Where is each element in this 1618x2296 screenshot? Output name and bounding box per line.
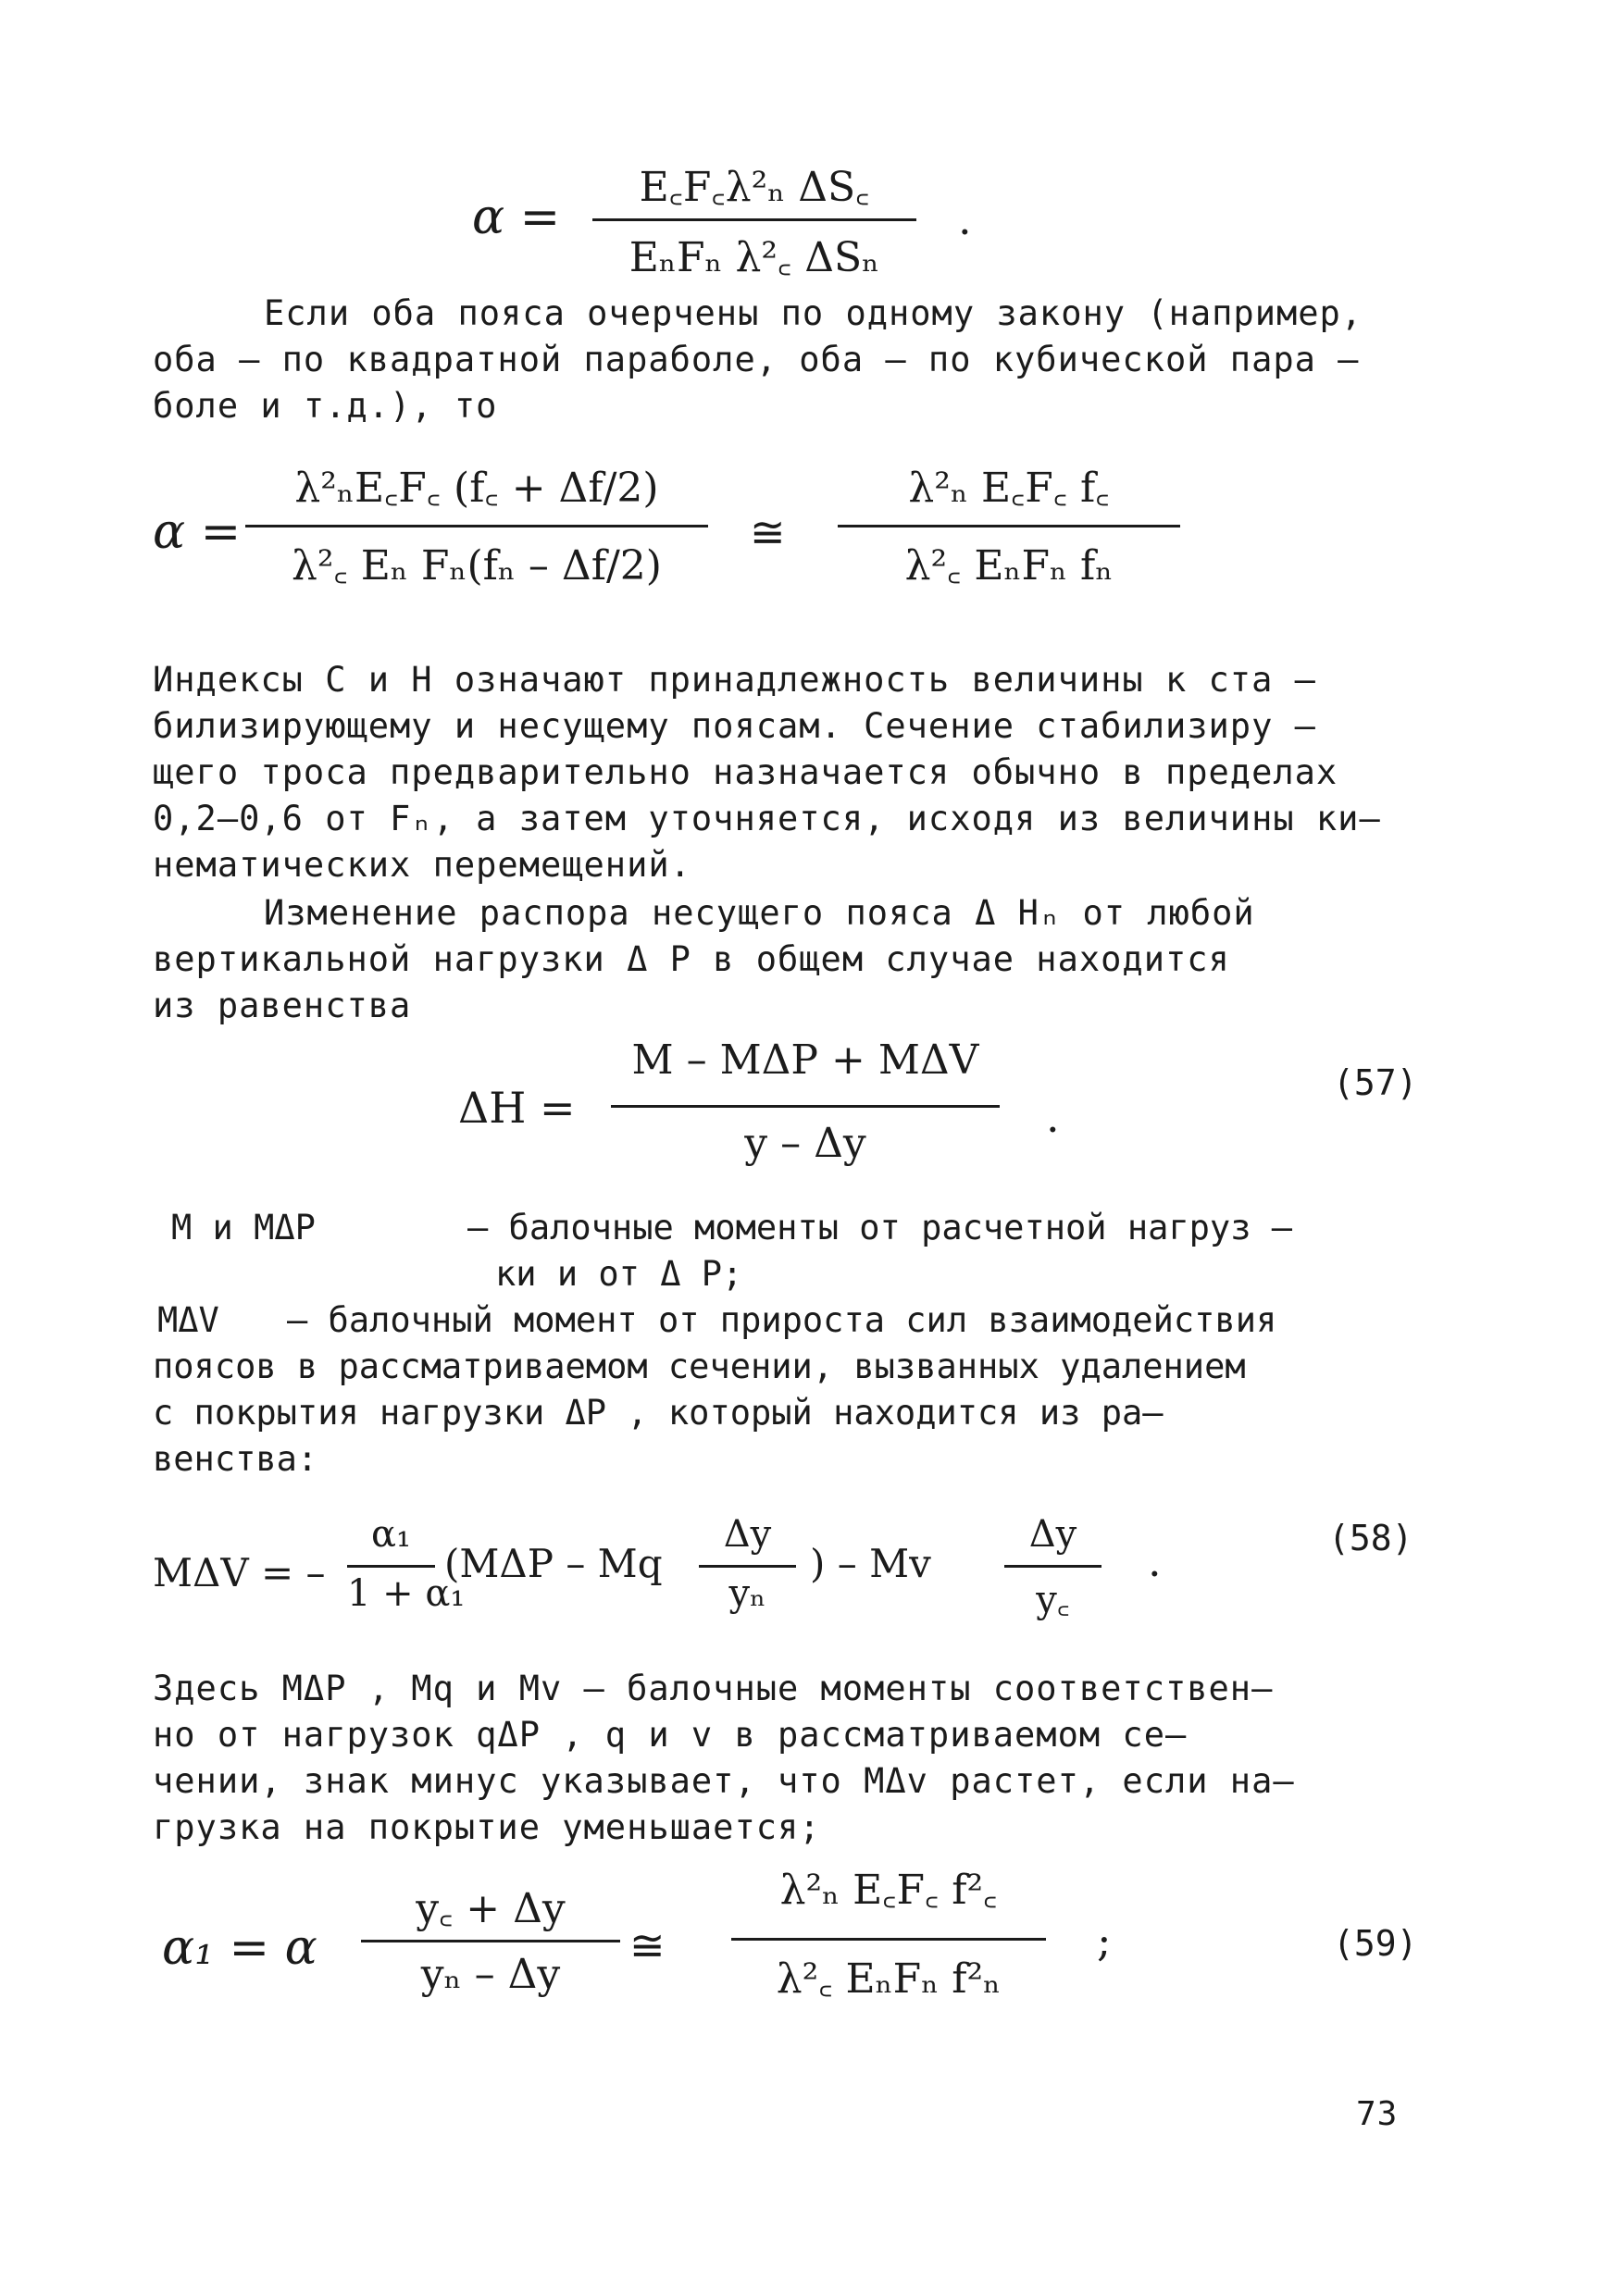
page-number: 73 [1356,2095,1399,2133]
approx-symbol: ≅ [629,1920,666,1970]
formula-alpha2-numerator-1: λ²ₙE꜀F꜀ (f꜀ + Δf/2) [294,465,659,512]
paragraph-2-line-2: билизирующему и несущему поясам. Сечение стабилизиру – [153,706,1316,746]
formula-alpha-numerator: E꜀F꜀λ²ₙ ΔS꜀ [639,164,870,211]
paragraph-1-line-1: Если оба пояса очерчены по одному закону (например, [264,293,1363,333]
approx-symbol: ≅ [750,507,786,557]
formula-alpha-denominator: EₙFₙ λ²꜀ ΔSₙ [629,234,880,281]
eq58-middle-1: (MΔP – Mq [444,1541,663,1586]
formula-alpha2-fraction-1 [245,458,708,606]
formula-alpha-lhs: α = [472,190,561,245]
formula-alpha-period: . [958,194,972,244]
eq58-fraction-2 [699,1513,796,1633]
fraction-bar [361,1940,620,1942]
fraction-bar [245,525,708,527]
eq57-period: . [1046,1092,1060,1142]
fraction-bar [699,1565,796,1568]
eq57-lhs: ΔH = [458,1083,576,1133]
eq58-fraction-3-numerator: Δy [1028,1513,1077,1556]
paragraph-2-line-5: нематических перемещений. [153,845,691,885]
equation-number-58: (58) [1328,1518,1413,1558]
paragraph-2-line-1: Индексы С и Н означают принадлежность величины к ста – [153,660,1316,700]
fraction-bar [731,1938,1046,1941]
paragraph-2-line-4: 0,2–0,6 от Fₙ, а затем уточняется, исходя из величины ки– [153,799,1381,838]
formula-alpha2-numerator-2: λ²ₙ E꜀F꜀ f꜀ [908,465,1110,512]
paragraph-3-line-1: Изменение распора несущего пояса Δ Hₙ от любой [264,893,1255,933]
formula-alpha2-denominator-1: λ²꜀ Eₙ Fₙ(fₙ – Δf/2) [292,542,662,590]
equation-number-59: (59) [1333,1923,1418,1964]
eq58-middle-2: ) – Mv [810,1541,931,1586]
definition-1-text-line-2: ки и от Δ P; [495,1254,743,1294]
paragraph-2-line-3: щего троса предварительно назначается обычно в пределах [153,752,1338,792]
fraction-bar [1004,1565,1101,1568]
definition-2-symbol: MΔV [157,1300,219,1340]
eq58-fraction-2-denominator: yₙ [728,1572,766,1615]
formula-alpha2-denominator-2: λ²꜀ EₙFₙ fₙ [904,542,1114,590]
paragraph-4-line-2: но от нагрузок qΔP , q и v в рассматриваемом се– [153,1715,1188,1755]
fraction-bar [838,525,1180,527]
definition-2-line-2: поясов в рассматриваемом сечении, вызванных удалением [153,1347,1246,1386]
eq58-fraction-1-numerator: α₁ [370,1513,412,1556]
paragraph-1-line-3: боле и т.д.), то [153,386,498,426]
fraction-bar [592,218,916,221]
eq57-numerator: M – MΔP + MΔV [631,1036,979,1084]
eq59-fraction-1 [361,1879,620,2017]
eq59-lhs: α₁ = α [162,1920,317,1976]
eq57-fraction [611,1036,1000,1185]
fraction-bar [347,1565,435,1568]
paragraph-4-line-1: Здесь MΔP , Mq и Mv – балочные моменты соответствен– [153,1669,1274,1708]
paragraph-4-line-4: грузка на покрытие уменьшается; [153,1807,821,1847]
eq58-lhs: MΔV = – [153,1550,326,1595]
eq58-fraction-2-numerator: Δy [723,1513,772,1556]
eq58-fraction-3-denominator: y꜀ [1036,1579,1070,1621]
formula-alpha2-lhs: α = [153,504,242,560]
fraction-bar [611,1105,1000,1108]
paragraph-3-line-3: из равенства [153,986,412,1025]
eq59-fraction-1-numerator: y꜀ + Δy [416,1885,566,1932]
eq59-fraction-2-denominator: λ²꜀ EₙFₙ f²ₙ [776,1955,1002,2003]
eq59-fraction-1-denominator: yₙ – Δy [420,1951,561,1998]
eq58-period: . [1148,1536,1162,1586]
eq59-semicolon: ; [1097,1916,1112,1966]
eq58-fraction-1 [347,1513,466,1633]
eq58-fraction-1-denominator: 1 + α₁ [347,1572,466,1615]
definition-2-line-4: венства: [153,1439,318,1479]
definition-1-text-line-1: – балочные моменты от расчетной нагруз – [467,1208,1293,1247]
paragraph-1-line-2: оба – по квадратной параболе, оба – по кубической пара – [153,340,1360,379]
eq58-fraction-3 [1004,1513,1101,1633]
eq57-denominator: y – Δy [744,1120,866,1167]
definition-2-line-3: с покрытия нагрузки ΔP , который находится из ра– [153,1393,1164,1433]
paragraph-3-line-2: вертикальной нагрузки Δ P в общем случае находится [153,939,1230,979]
formula-alpha-fraction [592,157,916,287]
formula-alpha2-fraction-2 [838,458,1180,606]
definition-2-text-line-1: – балочный момент от прироста сил взаимодействия [287,1300,1277,1340]
definition-1-symbol: М и MΔP [171,1208,316,1247]
paragraph-4-line-3: чении, знак минус указывает, что MΔv растет, если на– [153,1761,1295,1801]
eq59-fraction-2 [731,1860,1046,2017]
eq59-fraction-2-numerator: λ²ₙ E꜀F꜀ f²꜀ [779,1867,998,1914]
equation-number-57: (57) [1333,1062,1418,1103]
